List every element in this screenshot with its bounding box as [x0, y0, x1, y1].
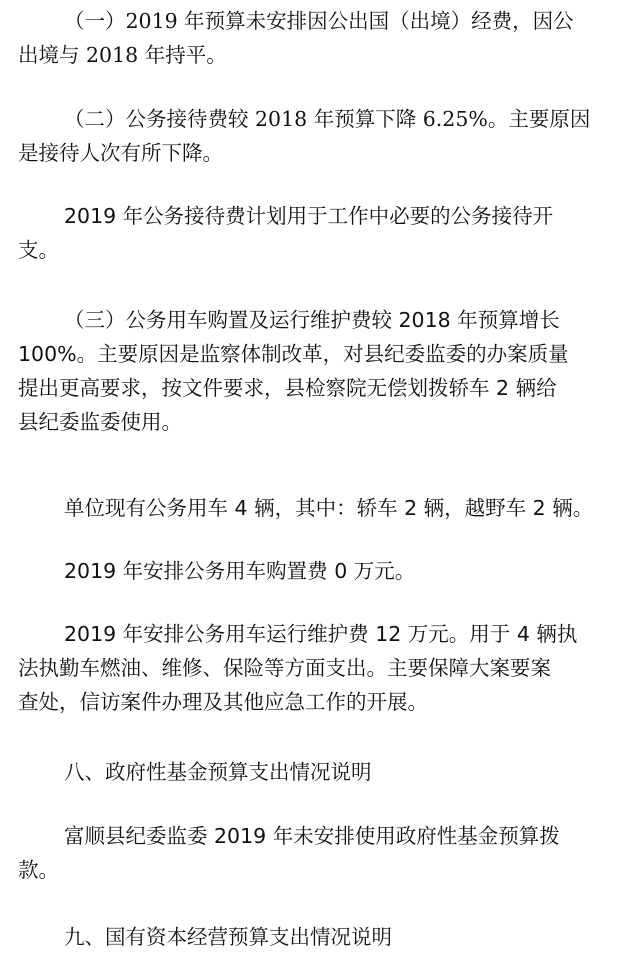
paragraph-line: 出境与 2018 年持平。	[18, 43, 227, 67]
paragraph-line: 查处，信访案件办理及其他应急工作的开展。	[18, 690, 428, 714]
heading-line: 八、政府性基金预算支出情况说明	[64, 760, 372, 784]
paragraph-line: 100%。主要原因是监察体制改革，对县纪委监委的办案质量	[18, 342, 569, 366]
paragraph-line: （二）公务接待费较 2018 年预算下降 6.25%。主要原因	[64, 107, 591, 131]
section-heading-state-capital	[18, 920, 628, 954]
paragraph-line: 2019 年公务接待费计划用于工作中必要的公务接待开	[64, 204, 554, 228]
section-heading-government-fund	[18, 755, 628, 789]
paragraph-line: 提出更高要求，按文件要求，县检察院无偿划拨轿车 2 辆给	[18, 376, 557, 400]
paragraph-line: 款。	[18, 858, 59, 882]
paragraph-government-fund	[18, 819, 628, 887]
paragraph-line: （一）2019 年预算未安排因公出国（出境）经费，因公	[64, 9, 574, 33]
paragraph-line: 单位现有公务用车 4 辆，其中：轿车 2 辆，越野车 2 辆。	[64, 496, 594, 520]
paragraph-line: 县纪委监委使用。	[18, 410, 182, 434]
paragraph-line: 2019 年安排公务用车购置费 0 万元。	[64, 559, 416, 583]
paragraph-line: 富顺县纪委监委 2019 年未安排使用政府性基金预算拨	[64, 824, 560, 848]
paragraph-line: 支。	[18, 238, 59, 262]
paragraph-overseas-travel	[18, 4, 628, 72]
paragraph-reception-plan	[18, 199, 628, 267]
paragraph-line: 法执勤车燃油、维修、保险等方面支出。主要保障大案要案	[18, 656, 551, 680]
paragraph-vehicle-purchase	[18, 554, 628, 588]
paragraph-line: 2019 年安排公务用车运行维护费 12 万元。用于 4 辆执	[64, 622, 578, 646]
heading-line: 九、国有资本经营预算支出情况说明	[64, 925, 392, 949]
paragraph-vehicle-expense	[18, 303, 628, 439]
paragraph-vehicle-maintenance	[18, 617, 628, 719]
paragraph-vehicle-count	[18, 491, 628, 525]
paragraph-reception-expense	[18, 102, 628, 170]
paragraph-line: 是接待人次有所下降。	[18, 141, 223, 165]
paragraph-line: （三）公务用车购置及运行维护费较 2018 年预算增长	[64, 308, 560, 332]
